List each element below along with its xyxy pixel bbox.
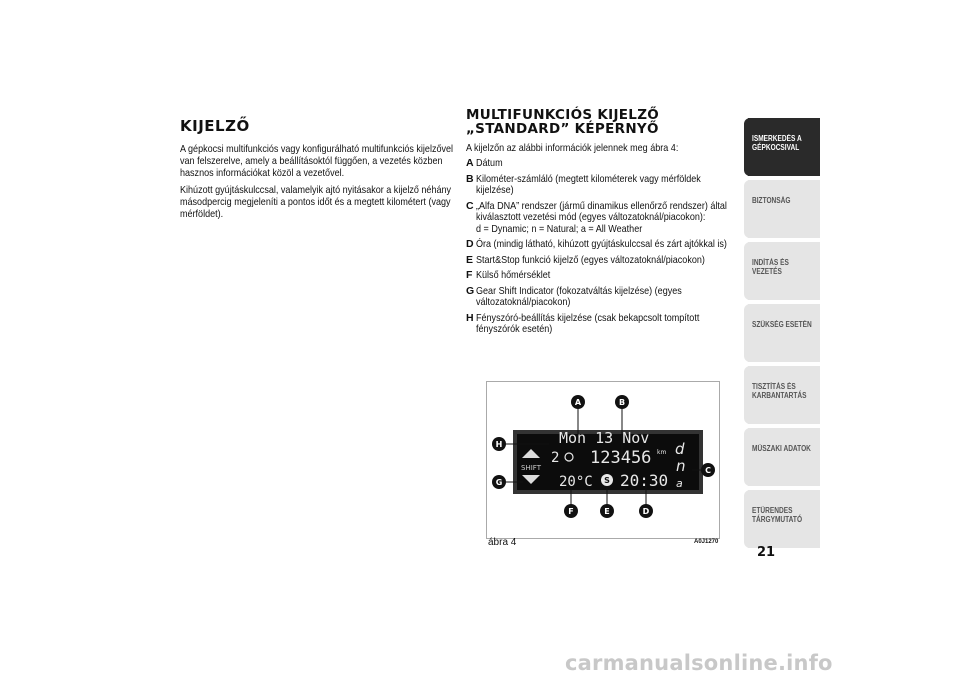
page-number: 21 — [757, 545, 776, 560]
legend-list — [466, 158, 731, 336]
list-item: A Dátum — [466, 157, 503, 169]
list-item: B Kilométer-számláló (megtett kilométerek vagy mérföldek kijelzése) — [466, 172, 701, 196]
shift-label: SHIFT — [521, 464, 541, 472]
list-item: E Start&Stop funkció kijelző (egyes változatoknál/piacokon) — [466, 253, 705, 266]
tab-szukseg[interactable]: SZÜKSÉG ESETÉN — [748, 304, 820, 362]
display-figure — [486, 381, 720, 539]
tab-ismerkedes[interactable]: ISMERKEDÉS A GÉPKOCSIVAL — [748, 118, 820, 176]
svg-text:D: D — [642, 507, 650, 516]
paragraph-1: A gépkocsi multifunkciós vagy konfigurálható multifunkciós kijelzővel van felszerelve, amely a beállításoktól függően, a vezetés közben hasznos információkat közöl a vezetővel. — [180, 142, 454, 179]
list-item: G Gear Shift Indicator (fokozatváltás kijelzése) (egyes változatoknál/piacokon) — [466, 284, 682, 308]
list-item: H Fényszóró-beállítás kijelzése (csak bekapcsolt tompított fényszórók esetén) — [466, 311, 700, 335]
tab-biztonsag[interactable]: BIZTONSÁG — [748, 180, 820, 238]
list-item: D Óra (mindig látható, kihúzott gyújtáskulccsal és zárt ajtókkal is) — [466, 238, 727, 250]
section-title: KIJELZŐ — [180, 117, 250, 135]
clock-time: 20:30 — [620, 471, 669, 490]
section-heading — [466, 108, 731, 136]
right-column — [466, 108, 731, 340]
figure-code: A0J1270 — [694, 539, 719, 545]
headlight-level: 2 — [551, 450, 560, 466]
intro-text: A kijelzőn az alábbi információk jelennek meg ábra 4: — [466, 142, 679, 154]
svg-text:C: C — [705, 466, 711, 475]
dna-d: d — [675, 440, 685, 458]
tab-betu[interactable]: ETŰRENDES TÁRGYMUTATÓ — [748, 490, 820, 548]
svg-text:S: S — [604, 476, 610, 485]
display-illustration — [487, 382, 719, 538]
display-date: Mon 13 Nov — [559, 429, 650, 447]
paragraph-2: Kihúzott gyújtáskulccsal, valamelyik ajtó nyitásakor a kijelző néhány másodpercig megjeleníti a pontos időt és a megtett kilométert (vagy mérföldet). — [180, 183, 452, 220]
tab-inditas[interactable]: INDÍTÁS ÉS VEZETÉS — [748, 242, 820, 300]
dna-a: a — [676, 477, 683, 490]
odometer-value: 123456 — [590, 448, 652, 468]
svg-text:B: B — [618, 398, 626, 407]
left-column — [180, 118, 455, 225]
figure-caption: ábra 4 — [488, 537, 517, 548]
tab-muszaki[interactable]: MŰSZAKI ADATOK — [748, 428, 820, 486]
list-item: C „Alfa DNA” rendszer (jármű dinamikus ellenőrző rendszer) által kiválasztott vezetési mód (egyes változatoknál/piacokon): d = Dynamic; n = Natural; a = All Weather — [466, 199, 727, 235]
list-item: F Külső hőmérséklet — [466, 269, 551, 281]
odometer-unit: km — [657, 449, 667, 456]
heading-line-1: MULTIFUNKCIÓS KIJELZŐ — [466, 107, 660, 123]
svg-text:E: E — [604, 507, 610, 516]
svg-text:H: H — [495, 440, 503, 449]
svg-text:F: F — [568, 507, 574, 516]
svg-text:A: A — [574, 398, 582, 407]
heading-line-2: „STANDARD” KÉPERNYŐ — [466, 121, 659, 137]
outside-temperature: 20°C — [559, 474, 593, 490]
tab-tisztitas[interactable]: TISZTÍTÁS ÉS KARBANTARTÁS — [748, 366, 820, 424]
watermark: carmanualsonline.info — [565, 651, 833, 675]
chapter-tabs — [748, 118, 820, 552]
dna-n: n — [676, 457, 686, 475]
svg-text:G: G — [495, 478, 503, 487]
